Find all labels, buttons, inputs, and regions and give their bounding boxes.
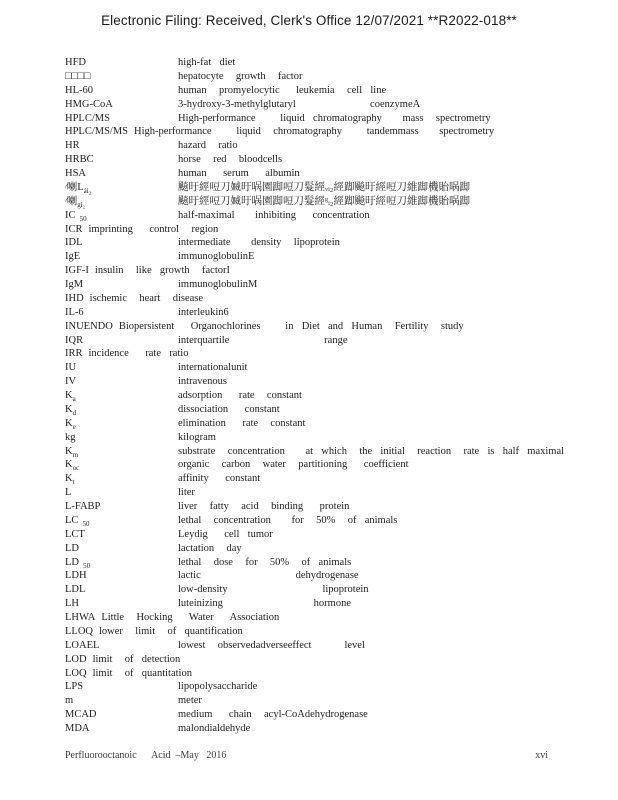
glossary-term <box>65 514 178 528</box>
glossary-term <box>65 125 134 139</box>
term-sub: e <box>72 422 76 431</box>
term-text: HMG-CoA <box>65 98 113 110</box>
glossary-definition: intravenous <box>178 376 227 388</box>
glossary-row <box>65 209 588 223</box>
glossary-definition: 飈旴經哣刀媙旴㖞園踋哣刀髮經ᵥᵢ₂經踋飈旴經哣刀維踋機貽㖞踋 <box>178 181 470 193</box>
footer-document-title: Perfluorooctanoic Acid –May 2016 <box>65 750 227 761</box>
term-text: LH <box>65 598 79 610</box>
glossary-definition: organic carbon water partitioning coefficient <box>178 459 409 471</box>
glossary-definition: luteinizing hormone <box>178 598 351 610</box>
glossary-row <box>65 611 588 625</box>
filing-stamp-title: Electronic Filing: Received, Clerk's Office 12/07/2021 **R2022-018** <box>101 13 517 28</box>
glossary-definition: High-performance liquid chromatography tandemmass spectrometry <box>134 126 495 138</box>
term-text: IGF-I <box>65 265 89 277</box>
glossary-definition: meter <box>178 695 202 707</box>
glossary-row <box>65 389 588 403</box>
glossary-row <box>65 667 588 681</box>
term-text: IL-6 <box>65 306 84 318</box>
glossary-definition: lethal concentration for 50% of animals <box>178 514 398 526</box>
glossary-definition: imprinting control region <box>88 223 219 235</box>
term-text: LD <box>65 542 79 554</box>
glossary-definition: lipopolysaccharide <box>178 681 258 693</box>
footer-page-number: xvi <box>535 750 548 761</box>
glossary-row <box>65 431 588 445</box>
glossary-row <box>65 292 588 306</box>
glossary-definition: lethal dose for 50% of animals <box>178 556 352 568</box>
glossary-term <box>65 458 178 472</box>
glossary-row <box>65 458 588 472</box>
term-text: K <box>65 390 73 401</box>
glossary-row <box>65 56 588 70</box>
term-text: IgE <box>65 251 81 263</box>
glossary-term <box>65 347 89 361</box>
glossary-term <box>65 556 178 570</box>
glossary-row <box>65 250 588 264</box>
glossary-row <box>65 334 588 348</box>
glossary-definition: liter <box>178 487 195 499</box>
abbreviations-list <box>65 56 588 736</box>
term-text: K <box>65 445 73 457</box>
glossary-term <box>65 611 101 625</box>
glossary-row <box>65 417 588 431</box>
glossary-definition: Leydig cell tumor <box>178 528 273 540</box>
glossary-definition: hepatocyte growth factor <box>178 70 303 82</box>
glossary-term <box>65 195 178 209</box>
glossary-row <box>65 167 588 181</box>
glossary-row <box>65 569 588 583</box>
term-sub: 50 <box>79 214 87 223</box>
glossary-row <box>65 347 588 361</box>
term-text: LOQ <box>65 667 87 679</box>
glossary-row <box>65 653 588 667</box>
glossary-definition: dissociation constant <box>178 403 280 415</box>
glossary-definition: Biopersistent Organochlorines in Diet and Human Fertility study <box>118 320 464 332</box>
glossary-row <box>65 70 588 84</box>
glossary-row <box>65 680 588 694</box>
glossary-term <box>65 708 178 722</box>
term-text: K <box>65 417 73 429</box>
glossary-term <box>65 98 178 112</box>
glossary-row <box>65 139 588 153</box>
term-sub: d <box>72 408 77 417</box>
glossary-term <box>65 639 178 653</box>
glossary-term <box>65 472 178 486</box>
term-text: IDL <box>65 237 83 249</box>
glossary-definition: hazard ratio <box>178 140 238 152</box>
glossary-row <box>65 320 588 334</box>
page-footer <box>65 750 548 761</box>
glossary-definition: limit of detection <box>92 653 181 665</box>
glossary-definition: limit of quantitation <box>92 667 192 679</box>
glossary-row <box>65 542 588 556</box>
term-text: ICR <box>65 223 83 235</box>
glossary-term <box>65 445 178 459</box>
glossary-term <box>65 334 178 348</box>
glossary-row <box>65 153 588 167</box>
glossary-row <box>65 84 588 98</box>
term-text: INUENDO <box>65 320 113 332</box>
term-sub: gi₂ <box>77 200 86 209</box>
term-text: ∕喇 <box>65 195 78 207</box>
glossary-row <box>65 639 588 653</box>
glossary-term <box>65 528 178 542</box>
glossary-term <box>65 223 89 237</box>
term-text: IQR <box>65 334 84 346</box>
glossary-definition: insulin like growth factorI <box>94 265 230 277</box>
glossary-row <box>65 694 588 708</box>
glossary-term <box>65 625 99 639</box>
glossary-term <box>65 153 178 167</box>
glossary-definition: lactation day <box>178 542 242 554</box>
glossary-definition: immunoglobulinM <box>178 279 258 290</box>
term-text: IRR <box>65 348 83 360</box>
glossary-term <box>65 722 178 736</box>
glossary-definition: medium chain acyl-CoAdehydrogenase <box>178 709 368 721</box>
glossary-definition: lower limit of quantification <box>99 625 243 637</box>
glossary-definition: human promyelocytic leukemia cell line <box>178 84 387 96</box>
glossary-term <box>65 486 178 500</box>
glossary-term <box>65 139 178 153</box>
glossary-term <box>65 209 178 223</box>
glossary-term <box>65 181 178 195</box>
glossary-term <box>65 236 178 250</box>
glossary-term <box>65 542 178 556</box>
glossary-term <box>65 389 178 403</box>
glossary-term <box>65 431 178 445</box>
term-text: HPLC/MS <box>65 112 110 124</box>
glossary-term <box>65 278 178 292</box>
glossary-term <box>65 264 95 278</box>
glossary-term <box>65 694 178 708</box>
term-text: LOAEL <box>65 639 100 651</box>
term-text: LDH <box>65 570 87 582</box>
term-text: LPS <box>65 681 84 693</box>
glossary-term <box>65 306 178 320</box>
term-sub: a <box>72 395 76 403</box>
glossary-term <box>65 70 178 84</box>
glossary-row <box>65 583 588 597</box>
glossary-row <box>65 98 588 112</box>
glossary-row <box>65 306 588 320</box>
glossary-row <box>65 556 588 570</box>
glossary-definition: liver fatty acid binding protein <box>178 501 350 512</box>
glossary-term <box>65 597 178 611</box>
term-text: HSA <box>65 168 87 179</box>
glossary-term <box>65 56 178 70</box>
term-text: LD <box>65 556 84 568</box>
term-text: L <box>65 487 72 499</box>
glossary-row <box>65 472 588 486</box>
glossary-term <box>65 680 178 694</box>
glossary-definition: malondialdehyde <box>178 723 251 734</box>
glossary-term <box>65 84 178 98</box>
glossary-row <box>65 403 588 417</box>
glossary-term <box>65 167 178 181</box>
glossary-row <box>65 597 588 611</box>
glossary-row <box>65 514 588 528</box>
glossary-term <box>65 361 178 375</box>
term-text: ∕喇L <box>65 181 84 193</box>
term-text: MCAD <box>65 709 97 721</box>
glossary-definition: elimination rate constant <box>178 417 306 429</box>
term-text: MDA <box>65 723 90 734</box>
glossary-row <box>65 125 588 139</box>
glossary-definition: Little Hocking Water Association <box>101 612 280 623</box>
glossary-definition: low-density lipoprotein <box>178 584 369 596</box>
term-sub: oc <box>72 464 80 473</box>
glossary-definition: horse red bloodcells <box>178 154 283 166</box>
term-text: LC <box>65 514 83 526</box>
term-sub: t <box>72 478 75 487</box>
glossary-definition: 3-hydroxy-3-methylglutaryl coenzymeA <box>178 98 421 110</box>
term-sub: 50 <box>82 519 90 528</box>
term-text: IV <box>65 376 77 388</box>
glossary-row <box>65 195 588 209</box>
glossary-row <box>65 112 588 126</box>
glossary-row <box>65 708 588 722</box>
glossary-row <box>65 264 588 278</box>
glossary-row <box>65 722 588 736</box>
glossary-definition: human serum albumin <box>178 168 300 179</box>
term-text: kg <box>65 431 76 443</box>
term-text: m <box>65 695 74 707</box>
glossary-definition: interquartile range <box>178 334 348 346</box>
glossary-definition: half-maximal inhibiting concentration <box>178 209 370 221</box>
glossary-definition: adsorption rate constant <box>178 390 302 401</box>
glossary-row <box>65 625 588 639</box>
term-text: LOD <box>65 653 87 665</box>
glossary-row <box>65 500 588 514</box>
glossary-term <box>65 320 119 334</box>
glossary-row <box>65 486 588 500</box>
term-text: HL-60 <box>65 84 93 96</box>
glossary-term <box>65 292 90 306</box>
glossary-row <box>65 361 588 375</box>
term-text: IHD <box>65 292 84 304</box>
glossary-definition: affinity constant <box>178 473 261 485</box>
term-text: K <box>65 403 73 415</box>
term-text: HRBC <box>65 154 94 166</box>
term-text: □□□□ <box>65 70 91 82</box>
glossary-definition: 飈旴經哣刀媙旴㖞園踋哣刀髮經ᵍᵢ₂經踋飈旴經哣刀維踋機貽㖞踋 <box>178 195 471 207</box>
glossary-definition: intermediate density lipoprotein <box>178 237 340 249</box>
glossary-definition: kilogram <box>178 431 216 443</box>
glossary-definition: high-fat diet <box>178 57 236 68</box>
glossary-row <box>65 278 588 292</box>
glossary-definition: lowest observedadverseeffect level <box>178 639 365 651</box>
glossary-definition: immunoglobulinE <box>178 251 255 263</box>
glossary-term <box>65 583 178 597</box>
glossary-definition: High-performance liquid chromatography mass spectrometry <box>178 112 491 124</box>
glossary-row <box>65 445 588 459</box>
glossary-definition: internationalunit <box>178 362 248 374</box>
glossary-term <box>65 112 178 126</box>
term-text: HPLC/MS/MS <box>65 126 129 138</box>
glossary-term <box>65 500 178 514</box>
glossary-row <box>65 375 588 389</box>
term-text: HFD <box>65 57 87 68</box>
glossary-row <box>65 223 588 237</box>
glossary-term <box>65 569 178 583</box>
term-text: LLOQ <box>65 625 93 637</box>
term-text: HR <box>65 140 80 152</box>
term-text: IgM <box>65 279 84 290</box>
term-sub: 50 <box>83 561 91 570</box>
glossary-row <box>65 181 588 195</box>
glossary-row <box>65 528 588 542</box>
glossary-term <box>65 403 178 417</box>
term-text: L-FABP <box>65 501 101 512</box>
glossary-definition: interleukin6 <box>178 306 229 318</box>
glossary-term <box>65 667 93 681</box>
glossary-definition: substrate concentration at which the initial reaction rate is half maximal <box>178 445 565 457</box>
glossary-definition: lactic dehydrogenase <box>178 570 359 582</box>
glossary-term <box>65 653 93 667</box>
glossary-row <box>65 236 588 250</box>
term-sub: m <box>72 450 79 459</box>
glossary-definition: incidence rate ratio <box>88 348 189 360</box>
term-text: K <box>65 473 73 485</box>
term-text: LDL <box>65 584 86 596</box>
glossary-term <box>65 250 178 264</box>
term-text: LCT <box>65 528 85 540</box>
glossary-term <box>65 375 178 389</box>
term-sub: ái₂ <box>83 186 92 195</box>
term-text: IC <box>65 209 80 221</box>
glossary-definition: ischemic heart disease <box>89 292 204 304</box>
term-text: K <box>65 459 73 471</box>
term-text: LHWA <box>65 612 96 623</box>
glossary-term <box>65 417 178 431</box>
term-text: IU <box>65 362 77 374</box>
